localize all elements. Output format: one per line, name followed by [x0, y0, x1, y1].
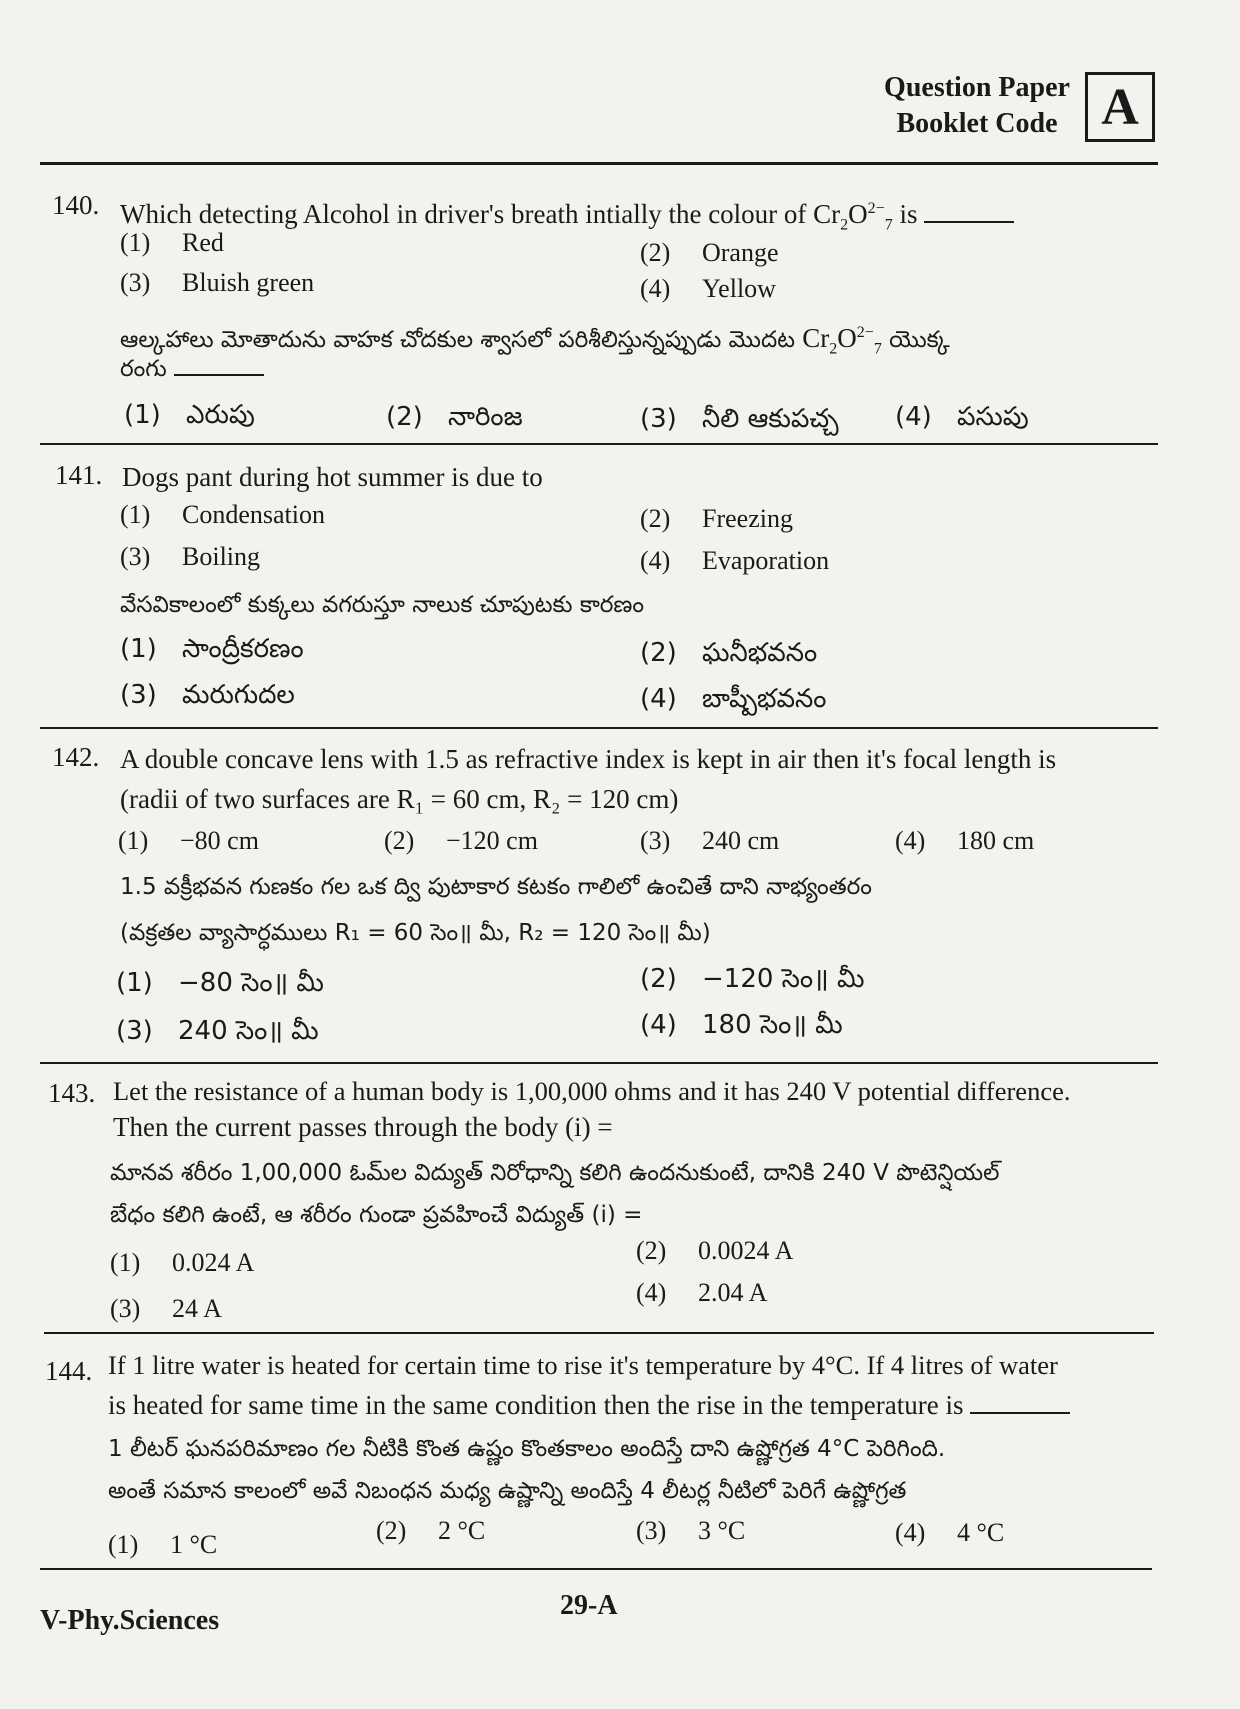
question-divider — [44, 1332, 1154, 1334]
question-divider — [40, 443, 1158, 445]
option-te[interactable]: (4) బాష్పీభవనం — [640, 684, 827, 714]
question-text-en: Dogs pant during hot summer is due to — [122, 462, 543, 492]
question-text-en: If 1 litre water is heated for certain time to rise it's temperature by 4°C. If 4 litres of water — [108, 1350, 1058, 1380]
header-divider — [40, 162, 1158, 165]
option[interactable]: (1) 1 °C — [108, 1530, 218, 1559]
question-text-te: 1 లీటర్ ఘనపరిమాణం గల నీటికి కొంత ఉష్ణం కొంతకాలం అందిస్తే దాని ఉష్ణోగ్రత 4°C పెరిగింది. — [108, 1436, 946, 1462]
question-number: 140. — [52, 190, 100, 220]
question-text-en-2: Then the current passes through the body (i) = — [113, 1112, 613, 1142]
option[interactable]: (2) 0.0024 A — [636, 1236, 794, 1265]
answer-blank — [924, 221, 1014, 223]
question-text-en: A double concave lens with 1.5 as refractive index is kept in air then it's focal length is — [120, 744, 1057, 774]
question-text-en: Let the resistance of a human body is 1,00,000 ohms and it has 240 V potential difference. — [113, 1076, 1071, 1106]
option-te[interactable]: (3) 240 సెం॥ మీ — [116, 1016, 319, 1046]
option[interactable]: (3) Bluish green — [120, 268, 315, 297]
option-te[interactable]: (1) −80 సెం॥ మీ — [116, 968, 324, 998]
option[interactable]: (3) Boiling — [120, 542, 261, 571]
page-number: 29-A — [560, 1590, 618, 1621]
option[interactable]: (2) Orange — [640, 238, 779, 267]
option[interactable]: (1) Condensation — [120, 500, 325, 529]
question-divider — [40, 727, 1158, 729]
question-number: 141. — [55, 460, 103, 490]
option[interactable]: (2) Freezing — [640, 504, 793, 533]
option-te[interactable]: (3) నీలి ఆకుపచ్చ — [640, 404, 839, 434]
booklet-code-label — [872, 70, 1082, 142]
option[interactable]: (1) −80 cm — [118, 826, 259, 855]
question-text-te: వేసవికాలంలో కుక్కలు వగరుస్తూ నాలుక చూపుటకు కారణం — [120, 592, 645, 618]
question-divider — [40, 1062, 1158, 1064]
option[interactable]: (4) Yellow — [640, 274, 776, 303]
option-te[interactable]: (1) సాంద్రీకరణం — [120, 634, 304, 664]
option-te[interactable]: (2) ఘనీభవనం — [640, 638, 818, 668]
option[interactable]: (1) 0.024 A — [110, 1248, 255, 1277]
formula-sub: 7 — [884, 216, 893, 234]
question-text-en-2: (radii of two surfaces are R₁ = 60 cm, R₂ = 120 cm) — [120, 784, 679, 814]
option-te[interactable]: (4) పసుపు — [895, 402, 1029, 432]
question-text-te-2: అంతే సమాన కాలంలో అవే నిబంధన మధ్య ఉష్ణాన్ని అందిస్తే 4 లీటర్ల నీటిలో పెరిగే ఉష్ణోగ్రత — [108, 1478, 907, 1504]
question-number: 144. — [45, 1356, 93, 1386]
question-text-te: 1.5 వక్రీభవన గుణకం గల ఒక ద్వి పుటాకార కటకం గాలిలో ఉంచితే దాని నాభ్యంతరం — [120, 874, 872, 900]
question-tail: is — [892, 199, 918, 229]
subject-footer: V-Phy.Sciences — [40, 1605, 220, 1636]
option[interactable]: (3) 240 cm — [640, 826, 780, 855]
option-te[interactable]: (2) నారింజ — [386, 402, 523, 432]
option[interactable]: (4) Evaporation — [640, 546, 830, 575]
formula-sub: 2 — [840, 216, 849, 234]
option[interactable]: (2) 2 °C — [376, 1516, 486, 1545]
question-text — [120, 192, 1014, 242]
option-te[interactable]: (3) మరుగుదల — [120, 680, 295, 710]
question-text-te-2: బేధం కలిగి ఉంటే, ఆ శరీరం గుండా ప్రవహించే విద్యుత్ (i) = — [110, 1202, 643, 1228]
question-text-en-2: is heated for same time in the same condition then the rise in the temperature is — [108, 1388, 1070, 1422]
option[interactable]: (3) 24 A — [110, 1294, 222, 1323]
formula-sup: 2− — [867, 200, 885, 217]
booklet-label-line1: Question Paper — [884, 72, 1070, 103]
question-text-te: మానవ శరీరం 1,00,000 ఓమ్‌ల విద్యుత్ నిరోధాన్ని కలిగి ఉందనుకుంటే, దానికి 240 V పొటెన్షియల్ — [110, 1160, 1000, 1186]
option[interactable]: (3) 3 °C — [636, 1516, 746, 1545]
question-number: 142. — [52, 742, 100, 772]
option-te[interactable]: (4) 180 సెం॥ మీ — [640, 1010, 843, 1040]
option[interactable]: (4) 4 °C — [895, 1518, 1005, 1547]
booklet-label-line2: Booklet Code — [896, 108, 1058, 139]
question-text-en: Which detecting Alcohol in driver's breath intially the colour of — [120, 199, 807, 229]
question-text-te-2: (వక్రతల వ్యాసార్ధములు R₁ = 60 సెం॥ మీ, R₂ = 120 సెం॥ మీ) — [120, 920, 711, 946]
option[interactable]: (4) 2.04 A — [636, 1278, 768, 1307]
question-number: 143. — [48, 1078, 96, 1108]
option[interactable]: (1) Red — [120, 228, 224, 257]
question-text-te: ఆల్కహాలు మోతాదును వాహక చోదకుల శ్వాసలో పరిశీలిస్తున్నప్పుడు మొదట $Cr_2O^{2-}_7$ యొక్క — [120, 323, 950, 358]
option[interactable]: (2) −120 cm — [384, 826, 538, 855]
option-te[interactable]: (1) ఎరుపు — [124, 400, 255, 430]
formula-o: O — [848, 199, 868, 229]
option-te[interactable]: (2) −120 సెం॥ మీ — [640, 964, 865, 994]
question-text-te-2: రంగు — [120, 352, 264, 386]
formula-cr: Cr — [813, 199, 841, 229]
option[interactable]: (4) 180 cm — [895, 826, 1035, 855]
question-divider — [40, 1568, 1152, 1570]
booklet-code-box: A — [1085, 72, 1155, 142]
